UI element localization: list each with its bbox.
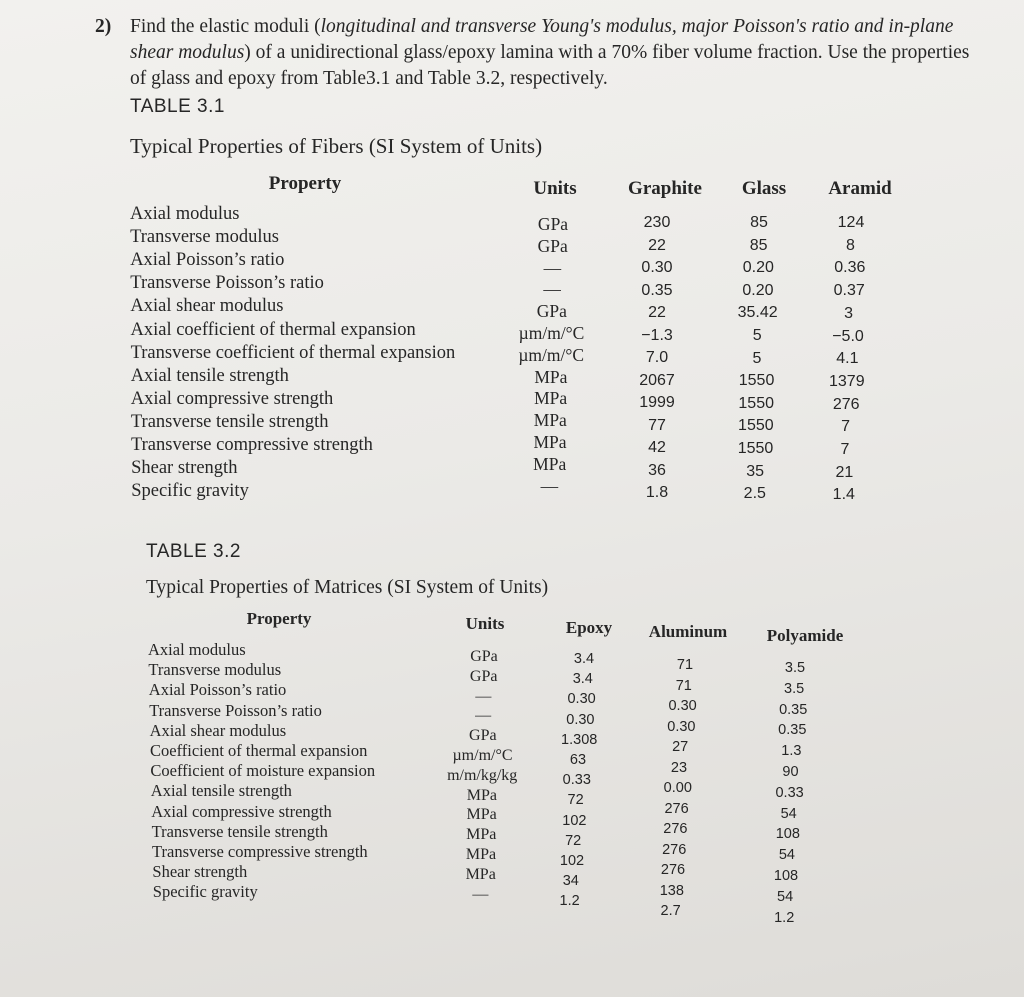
epoxy-value: 0.30 <box>566 711 595 728</box>
property-name: Transverse Poisson’s ratio <box>149 700 322 720</box>
unit-cell: µm/m/°C <box>452 747 513 764</box>
epoxy-value: 0.33 <box>562 772 591 789</box>
aramid-value: 276 <box>832 395 860 413</box>
epoxy-value: 34 <box>562 873 579 890</box>
aluminum-value: 2.7 <box>660 903 681 919</box>
column-header: Aluminum <box>648 622 728 641</box>
property-name: Axial compressive strength <box>130 388 334 409</box>
property-name: Transverse coefficient of thermal expansion <box>130 342 456 363</box>
unit-cell: GPa <box>469 667 498 685</box>
aramid-value: 3 <box>844 304 854 322</box>
epoxy-value: 63 <box>569 752 587 768</box>
unit-cell: MPa <box>465 865 496 883</box>
problem-line-3: of glass and epoxy from Table3.1 and Table 3.2, respectively. <box>130 68 608 89</box>
graphite-value: 2067 <box>639 371 675 389</box>
aluminum-value: 0.30 <box>667 718 696 735</box>
property-name: Axial modulus <box>130 204 240 224</box>
property-name: Axial shear modulus <box>130 296 284 317</box>
column-header: Property <box>268 173 342 194</box>
column-header: Property <box>246 609 312 628</box>
problem-line-2: shear modulus) of a unidirectional glass/epoxy lamina with a 70% fiber volume fraction. Use the properties <box>130 42 970 63</box>
unit-cell: — <box>472 885 489 903</box>
property-name: Transverse compressive strength <box>131 435 373 455</box>
aramid-value: 0.36 <box>834 259 866 277</box>
unit-cell: MPa <box>466 806 497 824</box>
property-name: Transverse Poisson’s ratio <box>130 273 324 294</box>
graphite-value: 1.8 <box>645 484 669 501</box>
unit-cell: MPa <box>534 366 568 387</box>
graphite-value: 7.0 <box>645 349 669 366</box>
unit-cell: m/m/kg/kg <box>447 766 518 784</box>
property-name: Specific gravity <box>131 481 249 502</box>
column-header: Epoxy <box>565 618 613 637</box>
problem-number: 2) <box>95 16 112 37</box>
unit-cell: GPa <box>469 727 497 745</box>
unit-cell: — <box>543 257 562 278</box>
unit-cell: MPa <box>465 846 497 863</box>
unit-cell: GPa <box>536 301 567 322</box>
polyamide-value: 0.33 <box>775 784 804 801</box>
epoxy-value: 3.4 <box>573 651 595 667</box>
unit-cell: — <box>475 687 492 705</box>
graphite-value: 42 <box>648 439 666 456</box>
unit-cell: GPa <box>537 235 568 256</box>
graphite-value: 0.30 <box>641 259 673 276</box>
aramid-value: 1.4 <box>832 486 855 504</box>
polyamide-value: 0.35 <box>778 722 807 739</box>
glass-value: 2.5 <box>743 485 766 503</box>
epoxy-value: 3.4 <box>572 671 593 688</box>
aramid-value: 124 <box>837 214 865 231</box>
polyamide-value: 54 <box>778 847 795 864</box>
polyamide-value: 54 <box>780 805 797 822</box>
column-header: Units <box>533 178 577 199</box>
epoxy-value: 1.2 <box>559 893 580 910</box>
aluminum-value: 71 <box>676 657 694 673</box>
graphite-value: −1.3 <box>641 326 673 344</box>
aluminum-value: 0.30 <box>668 698 697 714</box>
property-name: Transverse tensile strength <box>130 411 329 432</box>
glass-value: 85 <box>750 214 768 231</box>
unit-cell: MPa <box>534 388 568 409</box>
epoxy-value: 102 <box>559 853 585 869</box>
polyamide-value: 108 <box>773 868 799 884</box>
property-name: Specific gravity <box>152 882 258 902</box>
glass-value: 1550 <box>738 394 774 412</box>
aramid-value: 7 <box>841 418 851 436</box>
graphite-value: 77 <box>648 416 666 434</box>
epoxy-value: 72 <box>567 792 584 809</box>
aramid-value: 21 <box>835 463 854 481</box>
glass-value: 0.20 <box>742 259 774 277</box>
aramid-value: 7 <box>840 441 850 458</box>
unit-cell: — <box>543 279 561 300</box>
unit-cell: MPa <box>533 410 567 431</box>
polyamide-value: 108 <box>775 826 800 843</box>
aluminum-value: 138 <box>659 882 684 899</box>
polyamide-value: 1.3 <box>781 743 802 760</box>
glass-value: 1550 <box>737 440 774 457</box>
graphite-value: 22 <box>648 236 666 254</box>
polyamide-value: 3.5 <box>784 680 805 697</box>
epoxy-value: 102 <box>562 812 587 829</box>
glass-value: 85 <box>749 236 768 254</box>
aluminum-value: 23 <box>670 759 688 776</box>
column-header: Aramid <box>828 178 892 199</box>
graphite-value: 22 <box>648 304 666 321</box>
epoxy-value: 1.308 <box>561 731 598 748</box>
property-name: Axial tensile strength <box>130 365 289 386</box>
property-name: Transverse tensile strength <box>151 821 328 841</box>
glass-value: 5 <box>752 349 762 367</box>
polyamide-value: 54 <box>777 888 794 905</box>
epoxy-value: 72 <box>565 832 582 849</box>
table-3-2-name: TABLE 3.2 <box>146 541 241 562</box>
graphite-value: 36 <box>648 461 666 479</box>
aluminum-value: 276 <box>662 841 687 858</box>
property-name: Axial coefficient of thermal expansion <box>130 319 416 340</box>
unit-cell: MPa <box>533 453 567 474</box>
graphite-value: 230 <box>643 214 671 231</box>
unit-cell: µm/m/°C <box>518 323 585 343</box>
property-name: Transverse modulus <box>148 660 282 680</box>
aluminum-value: 71 <box>675 677 692 694</box>
unit-cell: MPa <box>533 432 567 452</box>
property-name: Axial modulus <box>148 640 246 659</box>
polyamide-value: 1.2 <box>774 909 795 926</box>
column-header: Glass <box>741 178 787 199</box>
unit-cell: GPa <box>537 214 569 234</box>
table-3-2-caption: Typical Properties of Matrices (SI System of Units) <box>146 577 549 598</box>
aluminum-value: 0.00 <box>663 780 692 796</box>
property-name: Axial shear modulus <box>149 720 287 740</box>
property-name: Transverse modulus <box>130 227 279 248</box>
property-name: Shear strength <box>131 458 238 479</box>
property-name: Axial Poisson’s ratio <box>148 680 287 700</box>
column-header: Polyamide <box>766 626 844 645</box>
column-header: Graphite <box>628 178 702 199</box>
glass-value: 5 <box>752 327 762 344</box>
unit-cell: — <box>475 707 492 725</box>
aramid-value: 8 <box>845 236 855 254</box>
aramid-value: −5.0 <box>832 327 864 345</box>
graphite-value: 1999 <box>639 394 675 411</box>
column-header: Units <box>465 614 505 633</box>
property-name: Transverse compressive strength <box>152 842 368 861</box>
polyamide-value: 3.5 <box>784 660 806 676</box>
epoxy-value: 0.30 <box>567 691 596 708</box>
aluminum-value: 276 <box>664 800 689 817</box>
unit-cell: MPa <box>466 826 497 844</box>
problem-line-1: Find the elastic moduli (longitudinal and transverse Young's modulus, major Poisson's ratio and in-plane <box>130 16 954 37</box>
table-3-1-name: TABLE 3.1 <box>130 96 225 117</box>
property-name: Axial compressive strength <box>151 801 332 821</box>
property-name: Shear strength <box>152 862 248 882</box>
glass-value: 35 <box>746 462 765 480</box>
polyamide-value: 0.35 <box>779 701 808 718</box>
aluminum-value: 27 <box>672 739 689 755</box>
glass-value: 0.20 <box>742 281 774 299</box>
graphite-value: 0.35 <box>641 281 673 299</box>
property-name: Axial Poisson’s ratio <box>130 250 285 271</box>
polyamide-value: 90 <box>782 764 799 780</box>
table-3-1-caption: Typical Properties of Fibers (SI System of Units) <box>130 134 543 158</box>
property-name: Axial tensile strength <box>150 781 292 801</box>
glass-value: 35.42 <box>737 304 778 322</box>
glass-value: 1550 <box>738 417 774 435</box>
aluminum-value: 276 <box>663 821 688 837</box>
aramid-value: 4.1 <box>836 350 859 368</box>
property-name: Coefficient of moisture expansion <box>150 761 376 781</box>
aluminum-value: 276 <box>660 862 686 878</box>
aramid-value: 1379 <box>829 372 865 390</box>
glass-value: 1550 <box>738 372 775 390</box>
unit-cell: — <box>540 475 559 496</box>
unit-cell: MPa <box>466 786 498 804</box>
unit-cell: GPa <box>470 648 498 665</box>
property-name: Coefficient of thermal expansion <box>150 741 368 760</box>
unit-cell: µm/m/°C <box>518 344 585 365</box>
aramid-value: 0.37 <box>833 282 865 300</box>
